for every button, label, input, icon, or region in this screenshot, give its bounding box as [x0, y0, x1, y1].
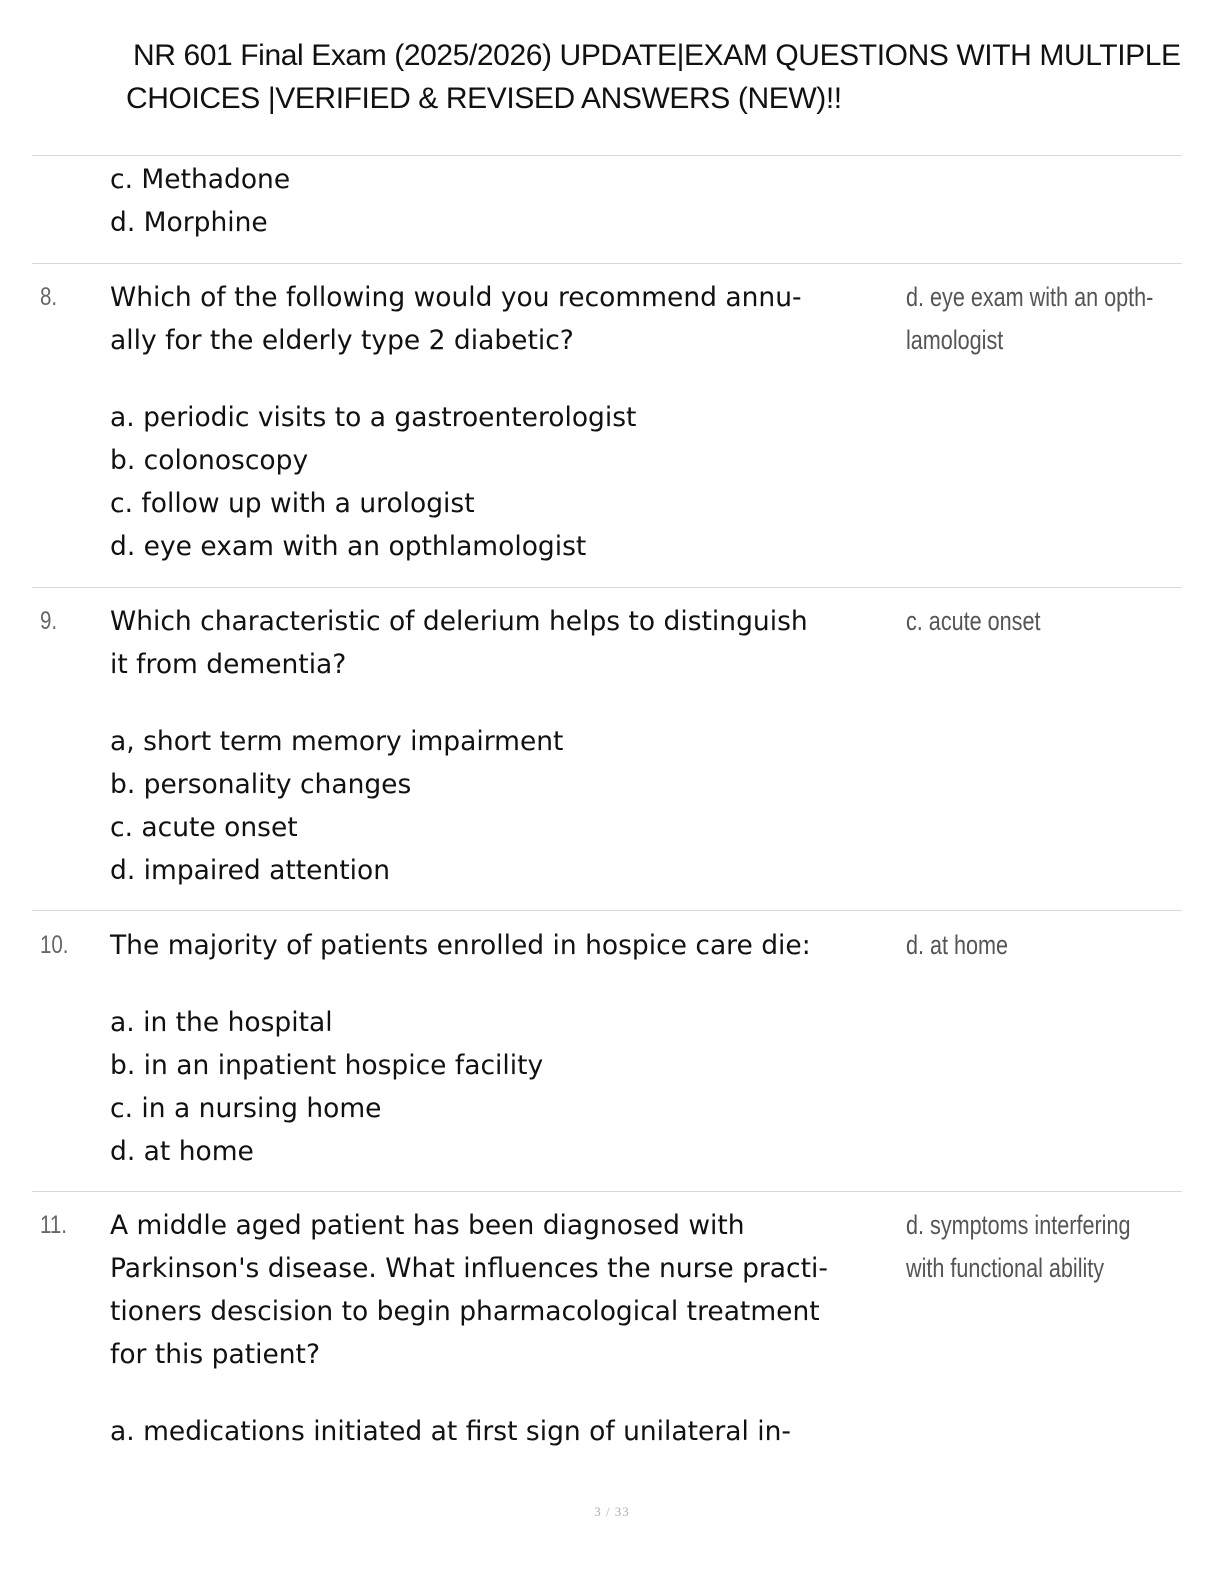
answer-line: with functional ability	[906, 1253, 1105, 1283]
question-number: 10.	[40, 931, 69, 959]
question-line: A middle aged patient has been diagnosed with	[110, 1210, 745, 1241]
question-text	[110, 600, 900, 686]
option-c: c. follow up with a urologist	[110, 488, 475, 519]
carryover-options	[110, 158, 290, 244]
question-line: ally for the elderly type 2 diabetic?	[110, 325, 574, 356]
answer-line: c. acute onset	[906, 606, 1041, 636]
question-line: Which of the following would you recommend annu-	[110, 282, 802, 313]
question-text	[110, 1204, 900, 1376]
option-d: d. eye exam with an opthlamologist	[110, 531, 587, 562]
answer-key	[906, 1204, 1146, 1290]
option-a: a, short term memory impairment	[110, 726, 564, 757]
page-number: 3 / 33	[594, 1504, 630, 1519]
option-c: c. in a nursing home	[110, 1093, 382, 1124]
divider	[32, 587, 1182, 588]
answer-key	[906, 924, 1146, 967]
option-b: b. personality changes	[110, 769, 412, 800]
answer-options	[110, 1410, 791, 1453]
option-c: c. acute onset	[110, 812, 298, 843]
option-d: d. Morphine	[110, 207, 268, 238]
divider	[32, 263, 1182, 264]
answer-options	[110, 396, 636, 568]
option-c: c. Methadone	[110, 164, 291, 195]
option-b: b. colonoscopy	[110, 445, 309, 476]
question-number: 8.	[40, 283, 58, 311]
question-text	[110, 276, 900, 362]
question-line: it from dementia?	[110, 649, 347, 680]
option-d: d. impaired attention	[110, 855, 391, 886]
divider	[32, 155, 1182, 156]
answer-key	[906, 600, 1146, 643]
option-a: a. medications initiated at first sign of unilateral in-	[110, 1416, 791, 1447]
answer-line: d. eye exam with an opth-	[906, 282, 1154, 312]
question-line: The majority of patients enrolled in hospice care die:	[110, 930, 811, 961]
answer-options	[110, 720, 563, 892]
answer-options	[110, 1001, 543, 1173]
question-line: Parkinson's disease. What influences the nurse practi-	[110, 1253, 828, 1284]
divider	[32, 910, 1182, 911]
question-line: for this patient?	[110, 1339, 321, 1370]
divider	[32, 1191, 1182, 1192]
question-line: Which characteristic of delerium helps to distinguish	[110, 606, 808, 637]
answer-line: d. at home	[906, 930, 1009, 960]
question-line: tioners descision to begin pharmacological treatment	[110, 1296, 820, 1327]
question-number: 9.	[40, 607, 58, 635]
option-a: a. in the hospital	[110, 1007, 333, 1038]
question-text	[110, 924, 900, 967]
option-d: d. at home	[110, 1136, 254, 1167]
document-title-line-2: CHOICES |VERIFIED & REVISED ANSWERS (NEW)!!	[126, 82, 842, 115]
answer-line: d. symptoms interfering	[906, 1210, 1131, 1240]
question-number: 11.	[40, 1211, 67, 1239]
document-header	[0, 36, 1224, 126]
answer-key	[906, 276, 1154, 362]
option-a: a. periodic visits to a gastroenterologist	[110, 402, 637, 433]
answer-line: lamologist	[906, 325, 1004, 355]
option-b: b. in an inpatient hospice facility	[110, 1050, 544, 1081]
document-title-line-1: NR 601 Final Exam (2025/2026) UPDATE|EXAM QUESTIONS WITH MULTIPLE	[133, 39, 1181, 72]
